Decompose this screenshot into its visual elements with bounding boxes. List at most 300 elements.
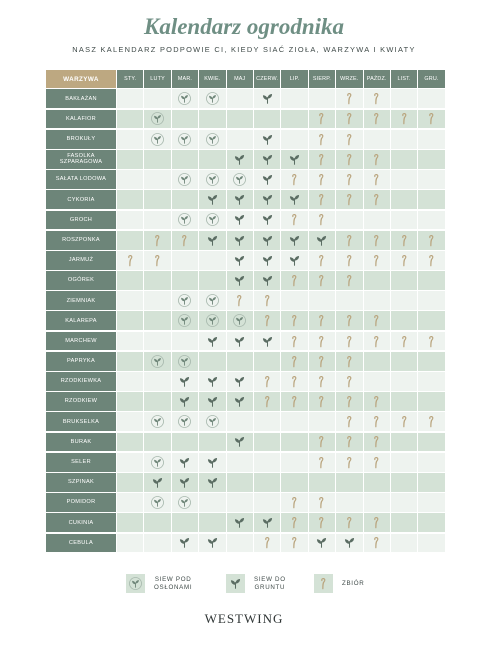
seedling-icon (288, 193, 301, 206)
calendar-cell (418, 311, 444, 330)
calendar-cell (227, 433, 253, 452)
harvest-sprout-icon (370, 254, 383, 267)
calendar-cell (418, 170, 444, 189)
calendar-cell (281, 170, 307, 189)
legend-label-protected-2: OSŁONAMI (154, 583, 193, 591)
calendar-cell (254, 493, 280, 512)
calendar-cell (309, 473, 335, 492)
calendar-cell (227, 311, 253, 330)
calendar-cell (199, 271, 225, 290)
calendar-cell (418, 190, 444, 209)
calendar-cell (281, 493, 307, 512)
calendar-cell (391, 231, 417, 250)
seedling-icon (315, 234, 328, 247)
calendar-cell (281, 392, 307, 411)
calendar-cell (281, 271, 307, 290)
seedling-icon (261, 254, 274, 267)
harvest-sprout-icon (288, 173, 301, 186)
calendar-cell (172, 332, 198, 351)
seedling-icon (206, 375, 219, 388)
seedling-under-cover-icon (232, 313, 247, 328)
calendar-cell (336, 110, 362, 129)
calendar-cell (144, 392, 170, 411)
vegetable-label: SELER (46, 453, 116, 472)
vegetable-label: BRUKSELKA (46, 412, 116, 431)
seedling-icon (206, 335, 219, 348)
calendar-cell (227, 251, 253, 270)
calendar-cell (227, 513, 253, 532)
month-header-12: GRU. (418, 70, 444, 88)
calendar-cell (117, 89, 143, 108)
harvest-sprout-icon (288, 536, 301, 549)
calendar-cell (281, 372, 307, 391)
calendar-cell (144, 190, 170, 209)
vegetable-label: SAŁATA LODOWA (46, 170, 116, 189)
calendar-cell (199, 291, 225, 310)
calendar-cell (336, 170, 362, 189)
seedling-under-cover-icon (177, 414, 192, 429)
calendar-cell (309, 453, 335, 472)
harvest-sprout-icon (151, 234, 164, 247)
calendar-cell (391, 251, 417, 270)
calendar-cell (117, 231, 143, 250)
seedling-icon (261, 133, 274, 146)
calendar-cell (172, 473, 198, 492)
calendar-cell (309, 89, 335, 108)
harvest-sprout-icon (315, 314, 328, 327)
harvest-sprout-icon (425, 234, 438, 247)
calendar-cell (418, 412, 444, 431)
harvest-sprout-icon (425, 335, 438, 348)
calendar-cell (199, 372, 225, 391)
calendar-cell (281, 311, 307, 330)
calendar-cell (199, 352, 225, 371)
calendar-cell (117, 291, 143, 310)
calendar-cell (199, 534, 225, 553)
page-title: Kalendarz ogrodnika (143, 14, 344, 39)
seedling-icon (233, 153, 246, 166)
harvest-sprout-icon (261, 536, 274, 549)
calendar-cell (172, 130, 198, 149)
seedling-under-cover-icon (205, 172, 220, 187)
calendar-cell (281, 211, 307, 230)
seedling-under-cover-icon (177, 313, 192, 328)
vegetable-label: BURAK (46, 433, 116, 452)
calendar-cell (172, 291, 198, 310)
seedling-icon (206, 395, 219, 408)
calendar-cell (391, 110, 417, 129)
seedling-under-cover-icon (150, 111, 165, 126)
calendar-cell (172, 251, 198, 270)
calendar-cell (254, 150, 280, 169)
calendar-cell (144, 493, 170, 512)
calendar-cell (144, 352, 170, 371)
calendar-cell (144, 170, 170, 189)
seedling-under-cover-icon (205, 132, 220, 147)
calendar-cell (336, 392, 362, 411)
calendar-cell (117, 170, 143, 189)
calendar-cell (364, 453, 390, 472)
harvest-sprout-icon (315, 395, 328, 408)
calendar-cell (418, 110, 444, 129)
calendar-cell (117, 311, 143, 330)
calendar-cell (309, 251, 335, 270)
calendar-cell (309, 271, 335, 290)
calendar-cell (144, 453, 170, 472)
calendar-cell (364, 130, 390, 149)
calendar-cell (172, 453, 198, 472)
calendar-cell (254, 534, 280, 553)
harvest-sprout-icon (315, 254, 328, 267)
vegetable-label: ZIEMNIAK (46, 291, 116, 310)
calendar-cell (227, 453, 253, 472)
harvest-sprout-icon (425, 415, 438, 428)
calendar-cell (254, 170, 280, 189)
calendar-cell (309, 150, 335, 169)
calendar-cell (172, 89, 198, 108)
harvest-sprout-icon (343, 173, 356, 186)
calendar-cell (364, 352, 390, 371)
vegetable-label: PAPRYKA (46, 352, 116, 371)
calendar-cell (254, 433, 280, 452)
calendar-cell (364, 271, 390, 290)
harvest-sprout-icon (288, 355, 301, 368)
harvest-sprout-icon (343, 415, 356, 428)
vegetable-label: OGÓREK (46, 271, 116, 290)
calendar-cell (336, 311, 362, 330)
calendar-cell (227, 352, 253, 371)
calendar-cell (144, 231, 170, 250)
month-header-11: LIST. (391, 70, 417, 88)
seedling-icon (233, 516, 246, 529)
calendar-cell (281, 412, 307, 431)
calendar-cell (281, 534, 307, 553)
seedling-icon (206, 193, 219, 206)
calendar-cell (144, 110, 170, 129)
calendar-cell (227, 372, 253, 391)
harvest-sprout-icon (315, 213, 328, 226)
month-header-1: STY. (117, 70, 143, 88)
calendar-cell (172, 392, 198, 411)
harvest-sprout-icon (151, 254, 164, 267)
seedling-under-cover-icon (205, 212, 220, 227)
calendar-cell (172, 513, 198, 532)
seedling-under-cover-icon (177, 495, 192, 510)
seedling-icon (343, 536, 356, 549)
calendar-cell (227, 271, 253, 290)
calendar-cell (364, 170, 390, 189)
calendar-cell (117, 513, 143, 532)
harvest-sprout-icon (398, 415, 411, 428)
seedling-under-cover-icon (150, 455, 165, 470)
calendar-cell (144, 412, 170, 431)
calendar-cell (144, 513, 170, 532)
seedling-icon (288, 234, 301, 247)
calendar-cell (364, 150, 390, 169)
calendar-cell (364, 473, 390, 492)
calendar-cell (254, 271, 280, 290)
calendar-cell (309, 110, 335, 129)
seedling-under-cover-icon (177, 293, 192, 308)
calendar-cell (199, 453, 225, 472)
month-header-8: SIERP. (309, 70, 335, 88)
harvest-sprout-icon (261, 375, 274, 388)
calendar-cell (364, 534, 390, 553)
calendar-cell (309, 493, 335, 512)
legend-label-ground-2: GRUNTU (254, 583, 286, 591)
seedling-icon (206, 476, 219, 489)
vegetable-label: CYKORIA (46, 190, 116, 209)
harvest-sprout-icon (315, 133, 328, 146)
calendar-cell (227, 473, 253, 492)
calendar-cell (391, 170, 417, 189)
calendar-cell (227, 89, 253, 108)
legend-label-protected-1: SIEW POD (154, 575, 192, 583)
seedling-icon (288, 254, 301, 267)
calendar-cell (144, 433, 170, 452)
calendar-cell (199, 89, 225, 108)
calendar-cell (336, 251, 362, 270)
seedling-under-cover-icon (150, 414, 165, 429)
calendar-cell (391, 352, 417, 371)
calendar-cell (199, 251, 225, 270)
harvest-sprout-icon (261, 395, 274, 408)
calendar-cell (391, 311, 417, 330)
calendar-cell (391, 433, 417, 452)
harvest-sprout-icon (315, 112, 328, 125)
calendar-cell (144, 473, 170, 492)
calendar-cell (254, 352, 280, 371)
month-header-2: LUTY (144, 70, 170, 88)
calendar-cell (199, 332, 225, 351)
calendar-cell (227, 150, 253, 169)
harvest-sprout-icon (288, 274, 301, 287)
harvest-sprout-icon (343, 314, 356, 327)
harvest-sprout-icon (261, 294, 274, 307)
calendar-cell (364, 493, 390, 512)
harvest-sprout-icon (288, 375, 301, 388)
harvest-sprout-icon (343, 254, 356, 267)
calendar-cell (172, 211, 198, 230)
calendar-cell (364, 412, 390, 431)
harvest-sprout-icon (343, 274, 356, 287)
calendar-cell (281, 150, 307, 169)
seedling-under-cover-icon (177, 91, 192, 106)
month-header-5: MAJ (227, 70, 253, 88)
calendar-cell (391, 332, 417, 351)
calendar-cell (199, 493, 225, 512)
harvest-sprout-icon (343, 395, 356, 408)
calendar-cell (227, 493, 253, 512)
calendar-cell (336, 271, 362, 290)
seedling-under-cover-icon (150, 132, 165, 147)
month-header-7: LIP. (281, 70, 307, 88)
calendar-cell (227, 190, 253, 209)
harvest-sprout-icon (398, 234, 411, 247)
calendar-cell (117, 392, 143, 411)
seedling-icon (261, 274, 274, 287)
calendar-cell (364, 392, 390, 411)
calendar-cell (199, 211, 225, 230)
vegetable-label: KALAFIOR (46, 110, 116, 129)
seedling-icon (261, 516, 274, 529)
calendar-cell (199, 170, 225, 189)
calendar-cell (117, 453, 143, 472)
calendar-cell (117, 473, 143, 492)
seedling-icon (178, 476, 191, 489)
calendar-cell (391, 372, 417, 391)
calendar-cell (391, 453, 417, 472)
harvest-sprout-icon (315, 173, 328, 186)
vegetable-label: RZODKIEWKA (46, 372, 116, 391)
calendar-cell (309, 190, 335, 209)
calendar-cell (144, 311, 170, 330)
calendar-cell (418, 513, 444, 532)
harvest-sprout-icon (398, 254, 411, 267)
calendar-cell (254, 251, 280, 270)
harvest-sprout-icon (124, 254, 137, 267)
seedling-under-cover-icon (205, 313, 220, 328)
calendar-cell (309, 372, 335, 391)
calendar-cell (336, 291, 362, 310)
calendar-cell (199, 190, 225, 209)
harvest-sprout-icon (370, 435, 383, 448)
calendar-cell (418, 291, 444, 310)
header-corner-label: WARZYWA (46, 70, 116, 88)
calendar-cell (227, 392, 253, 411)
calendar-cell (336, 513, 362, 532)
calendar-cell (227, 110, 253, 129)
seedling-under-cover-icon (150, 354, 165, 369)
harvest-sprout-icon (343, 112, 356, 125)
calendar-cell (254, 412, 280, 431)
calendar-cell (117, 190, 143, 209)
calendar-cell (199, 110, 225, 129)
calendar-cell (309, 211, 335, 230)
harvest-sprout-icon (288, 213, 301, 226)
calendar-cell (199, 473, 225, 492)
calendar-cell (364, 89, 390, 108)
harvest-sprout-icon (343, 355, 356, 368)
calendar-cell (391, 392, 417, 411)
seedling-under-cover-icon (126, 574, 145, 593)
harvest-sprout-icon (343, 133, 356, 146)
seedling-icon (261, 173, 274, 186)
vegetable-label: RZODKIEW (46, 392, 116, 411)
harvest-sprout-icon (343, 193, 356, 206)
seedling-icon (178, 375, 191, 388)
calendar-cell (336, 534, 362, 553)
calendar-cell (144, 271, 170, 290)
calendar-cell (199, 130, 225, 149)
harvest-sprout-icon (315, 456, 328, 469)
calendar-cell (144, 291, 170, 310)
calendar-cell (144, 211, 170, 230)
calendar-cell (254, 291, 280, 310)
harvest-sprout-icon (315, 435, 328, 448)
seedling-under-cover-icon (205, 91, 220, 106)
harvest-sprout-icon (425, 112, 438, 125)
calendar-cell (418, 231, 444, 250)
calendar-cell (144, 251, 170, 270)
harvest-sprout-icon (315, 375, 328, 388)
calendar-cell (364, 372, 390, 391)
calendar-cell (364, 311, 390, 330)
calendar-cell (117, 332, 143, 351)
harvest-sprout-icon (288, 314, 301, 327)
calendar-cell (117, 130, 143, 149)
seedling-icon (261, 335, 274, 348)
calendar-cell (172, 352, 198, 371)
seedling-icon (206, 234, 219, 247)
calendar-cell (309, 332, 335, 351)
calendar-cell (172, 311, 198, 330)
seedling-icon (233, 335, 246, 348)
harvest-sprout-icon (370, 536, 383, 549)
calendar-cell (418, 473, 444, 492)
calendar-cell (391, 473, 417, 492)
calendar-cell (336, 412, 362, 431)
calendar-cell (364, 211, 390, 230)
calendar-cell (281, 473, 307, 492)
calendar-cell (309, 433, 335, 452)
seedling-icon (233, 395, 246, 408)
calendar-cell (336, 231, 362, 250)
calendar-cell (336, 372, 362, 391)
calendar-cell (144, 89, 170, 108)
harvest-sprout-icon (398, 335, 411, 348)
seedling-under-cover-icon (177, 172, 192, 187)
calendar-cell (418, 372, 444, 391)
harvest-sprout-icon (288, 335, 301, 348)
calendar-cell (227, 291, 253, 310)
calendar-cell (309, 170, 335, 189)
seedling-icon (288, 153, 301, 166)
seedling-icon (233, 274, 246, 287)
vegetable-label: JARMUŻ (46, 251, 116, 270)
page-subtitle: NASZ KALENDARZ PODPOWIE CI, KIEDY SIAĆ ZIOŁA, WARZYWA I KWIATY (72, 45, 416, 54)
harvest-sprout-icon (315, 355, 328, 368)
seedling-icon (233, 375, 246, 388)
calendar-cell (117, 251, 143, 270)
calendar-cell (309, 352, 335, 371)
calendar-cell (199, 150, 225, 169)
seedling-icon (315, 536, 328, 549)
calendar-cell (254, 110, 280, 129)
harvest-sprout-icon (233, 294, 246, 307)
harvest-sprout-icon (343, 234, 356, 247)
legend-item-protected (126, 574, 192, 593)
legend-label-ground-1: SIEW DO (254, 575, 286, 583)
calendar-cell (199, 231, 225, 250)
harvest-sprout-icon (370, 153, 383, 166)
calendar-cell (391, 291, 417, 310)
calendar-cell (117, 110, 143, 129)
calendar-cell (391, 493, 417, 512)
seedling-icon (233, 213, 246, 226)
harvest-sprout-icon (370, 112, 383, 125)
harvest-sprout-icon (315, 516, 328, 529)
harvest-sprout-icon (288, 496, 301, 509)
calendar-cell (309, 231, 335, 250)
calendar-cell (418, 534, 444, 553)
harvest-sprout-icon (370, 234, 383, 247)
calendar-cell (117, 412, 143, 431)
calendar-cell (391, 89, 417, 108)
seedling-under-cover-icon (232, 172, 247, 187)
vegetable-label: FASOLKA SZPARAGOWA (46, 150, 116, 169)
calendar-cell (227, 231, 253, 250)
